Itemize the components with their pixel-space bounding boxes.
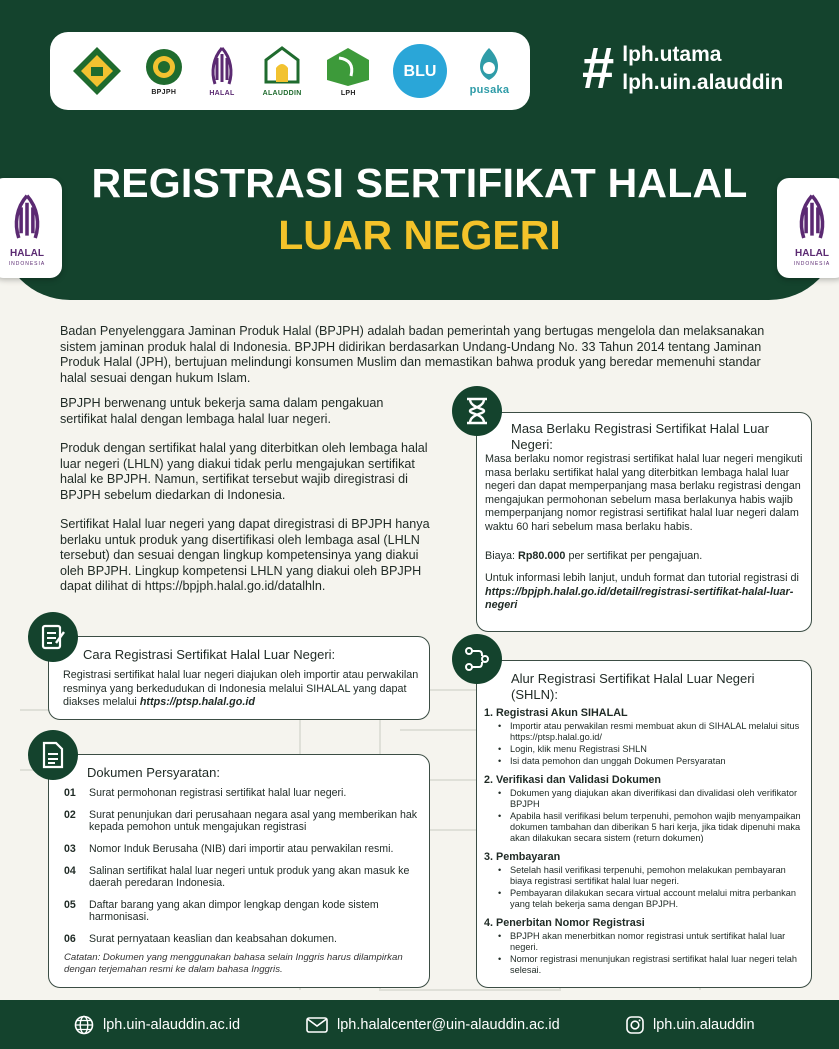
dokumen-note: Catatan: Dokumen yang menggunakan bahasa selain Inggris harus dilampirkan dengan terjemahan resmi ke dalam bahasa Inggris. [64,952,403,975]
hashtag-symbol: # [582,36,615,101]
list-item: • Pembayaran dilakukan secara virtual account melalui mitra perbankan yang telah bekerja sama dengan BPJPH. [498,888,804,910]
halal-badge-left: HALAL INDONESIA [0,178,62,278]
partner-logos [50,32,530,110]
intro-paragraph-1: Badan Penyelenggara Jaminan Produk Halal (BPJPH) adalah badan pemerintah yang bertugas mengelola dan melaksanakan sistem jaminan produk halal di Indonesia. BPJPH didirikan berdasarkan Undang-Undang No. 33 Tahun 2014 tentang Jaminan Produk Halal (JPH), bertujuan melindungi konsumen Muslim dan memastikan bahwa produk yang beredar memenuhi standar halal sesuai dengan hukum Islam. [60,324,765,385]
step-pembayaran: 3. Pembayaran • Setelah hasil verifikasi terpenuhi, pemohon melakukan pembayaran biaya registrasi sertifikat halal luar negeri. • Pembayaran dilakukan secara virtual account melalui mitra perbankan yang telah bekerja sama dengan BPJPH. [484,851,804,910]
list-item: • Isi data pemohon dan unggah Dokumen Persyaratan [498,756,804,767]
list-item: • Setelah hasil verifikasi terpenuhi, pemohon melakukan pembayaran biaya registrasi sertifikat halal luar negeri. [498,865,804,887]
list-item: • Importir atau perwakilan resmi membuat akun di SIHALAL melalui situs https://ptsp.halal.go.id/ [498,721,804,743]
workflow-icon [452,634,502,684]
blu-logo [392,43,448,99]
list-item: • BPJPH akan menerbitkan nomor registrasi untuk sertifikat halal luar negeri. [498,931,804,953]
globe-icon [74,1015,94,1035]
alauddin-logo: ALAUDDIN [260,46,304,97]
masa-berlaku-title: Masa Berlaku Registrasi Sertifikat Halal Luar Negeri: [511,421,769,452]
svg-text:BLU: BLU [403,63,437,80]
mail-icon [306,1017,328,1033]
step-registrasi-akun: 1. Registrasi Akun SIHALAL • Importir atau perwakilan resmi membuat akun di SIHALAL melalui situs https://ptsp.halal.go.id/ • Login, klik menu Registrasi SHLN • Isi data pemohon dan unggah Dokumen Persyaratan [484,707,804,767]
hashtag-block [582,36,784,101]
halal-badge-right: HALAL INDONESIA [777,178,839,278]
footer-email[interactable]: lph.halalcenter@uin-alauddin.ac.id [306,1017,560,1033]
hashtag-line-2: lph.uin.alauddin [622,71,784,94]
step-verifikasi: 2. Verifikasi dan Validasi Dokumen • Dokumen yang diajukan akan diverifikasi dan divalidasi oleh verifikator BPJPH • Apabila hasil verifikasi belum terpenuhi, pemohon wajib menyampaikan dokumen tambahan dan diberikan 5 hari kerja, jika tidak dipenuhi maka akan dilakukan secara sistem (return dokumen) [484,774,804,844]
checklist-icon [28,612,78,662]
alur-title: Alur Registrasi Sertifikat Halal Luar Negeri (SHLN): [511,671,755,702]
intro-paragraph-4: Sertifikat Halal luar negeri yang dapat diregistrasi di BPJPH hanya berlaku untuk produk yang disertifikasi oleh lembaga asal (LHLN tersebut) dan sesuai dengan lingkup kompetensinya yang diakui oleh BPJPH. Lingkup kompetensi LHLN yang diakui oleh BPJPH dapat dilihat di https://bpjph.halal.go.id/datalhln. [60,517,430,594]
list-item: • Nomor registrasi menunjukan registrasi sertifikat halal luar negeri telah selesai. [498,954,804,976]
instagram-icon [626,1016,644,1034]
hourglass-icon [452,386,502,436]
list-item: • Login, klik menu Registrasi SHLN [498,744,804,755]
dokumen-title: Dokumen Persyaratan: [87,765,220,780]
kemenag-logo [71,45,123,97]
list-item: 04 Salinan sertifikat halal luar negeri untuk produk yang akan masuk ke daerah peredaran Indonesia. [64,865,410,889]
masa-berlaku-card [476,412,812,632]
cara-registrasi-text: Registrasi sertifikat halal luar negeri diajukan oleh importir atau perwakilan resminya yang berkedudukan di Indonesia melalui SIHALAL yang dapat diakses melalui https://ptsp.halal.go.id [63,669,419,709]
dokumen-list [64,787,422,955]
document-icon [28,730,78,780]
list-item: • Apabila hasil verifikasi belum terpenuhi, pemohon wajib menyampaikan dokumen tambahan dan diberikan 5 hari kerja, jika tidak dipenuhi maka akan dilakukan secara sistem (return dokumen) [498,811,804,844]
list-item: 01 Surat permohonan registrasi sertifikat halal luar negeri. [64,787,347,799]
ptsp-link[interactable]: https://ptsp.halal.go.id [139,696,255,709]
footer-instagram[interactable]: lph.uin.alauddin [626,1016,755,1034]
header-banner [0,0,839,300]
footer [0,1000,839,1049]
intro-paragraph-3: Produk dengan sertifikat halal yang diterbitkan oleh lembaga halal luar negeri (LHLN) yang diakui tidak perlu mengajukan sertifikat halal ke BPJPH. Namun, sertifikat tersebut wajib diregistrasi di BPJPH sebelum diedarkan di Indonesia. [60,441,428,502]
info-line: Untuk informasi lebih lanjut, unduh format dan tutorial registrasi di https://bpjph.halal.go.id/detail/registrasi-sertifikat-halal-luar-negeri [485,572,799,612]
bpjph-logo: BPJPH [144,47,184,96]
list-item: 02 Surat penunjukan dari perusahaan negara asal yang memberikan hak kepada pemohon untuk mengajukan registrasi [64,809,418,833]
cara-registrasi-card [48,636,430,720]
list-item: • Dokumen yang diajukan akan diverifikasi dan divalidasi oleh verifikator BPJPH [498,788,804,810]
step-penerbitan: 4. Penerbitan Nomor Registrasi • BPJPH akan menerbitkan nomor registrasi untuk sertifikat halal luar negeri. • Nomor registrasi menunjukan registrasi sertifikat halal luar negeri telah selesai. [484,917,804,976]
masa-berlaku-text: Masa berlaku nomor registrasi sertifikat halal luar negeri mengikuti masa berlaku sertifikat halal yang diterbitkan lembaga halal luar negeri dan dapat memperpanjang masa berlaku registrasi dengan mengajukan permohonan sebelum masa berlakunya habis wajib memperpanjang nomor registrasi sertifikat halal luar negeri dalam waktu 60 hari sebelum masa berlaku habis. [485,453,803,533]
hashtag-line-1: lph.utama [622,43,722,66]
footer-website[interactable]: lph.uin-alauddin.ac.id [74,1015,240,1035]
halal-indonesia-logo: HALAL [205,46,239,97]
page-title: REGISTRASI SERTIFIKAT HALAL [91,160,748,206]
alur-steps [484,707,804,983]
biaya-line: Biaya: Rp80.000 per sertifikat per pengajuan. [485,550,703,562]
intro-paragraph-2: BPJPH berwenang untuk bekerja sama dalam pengakuan sertifikat halal dengan lembaga halal luar negeri. [60,396,384,426]
biaya-amount: Rp80.000 [518,550,566,562]
page-subtitle: LUAR NEGERI [278,212,561,258]
registrasi-link[interactable]: https://bpjph.halal.go.id/detail/registrasi-sertifikat-halal-luar-negeri [485,585,794,612]
cara-registrasi-title: Cara Registrasi Sertifikat Halal Luar Negeri: [83,647,336,662]
list-item: 03 Nomor Induk Berusaha (NIB) dari importir atau perwakilan resmi. [64,843,394,855]
lph-logo: LPH [325,46,371,97]
list-item: 06 Surat pernyataan keaslian dan keabsahan dokumen. [64,933,337,945]
list-item: 05 Daftar barang yang akan dimpor lengkap dengan kode sistem harmonisasi. [64,899,379,923]
pusaka-logo: pusaka [470,46,510,96]
